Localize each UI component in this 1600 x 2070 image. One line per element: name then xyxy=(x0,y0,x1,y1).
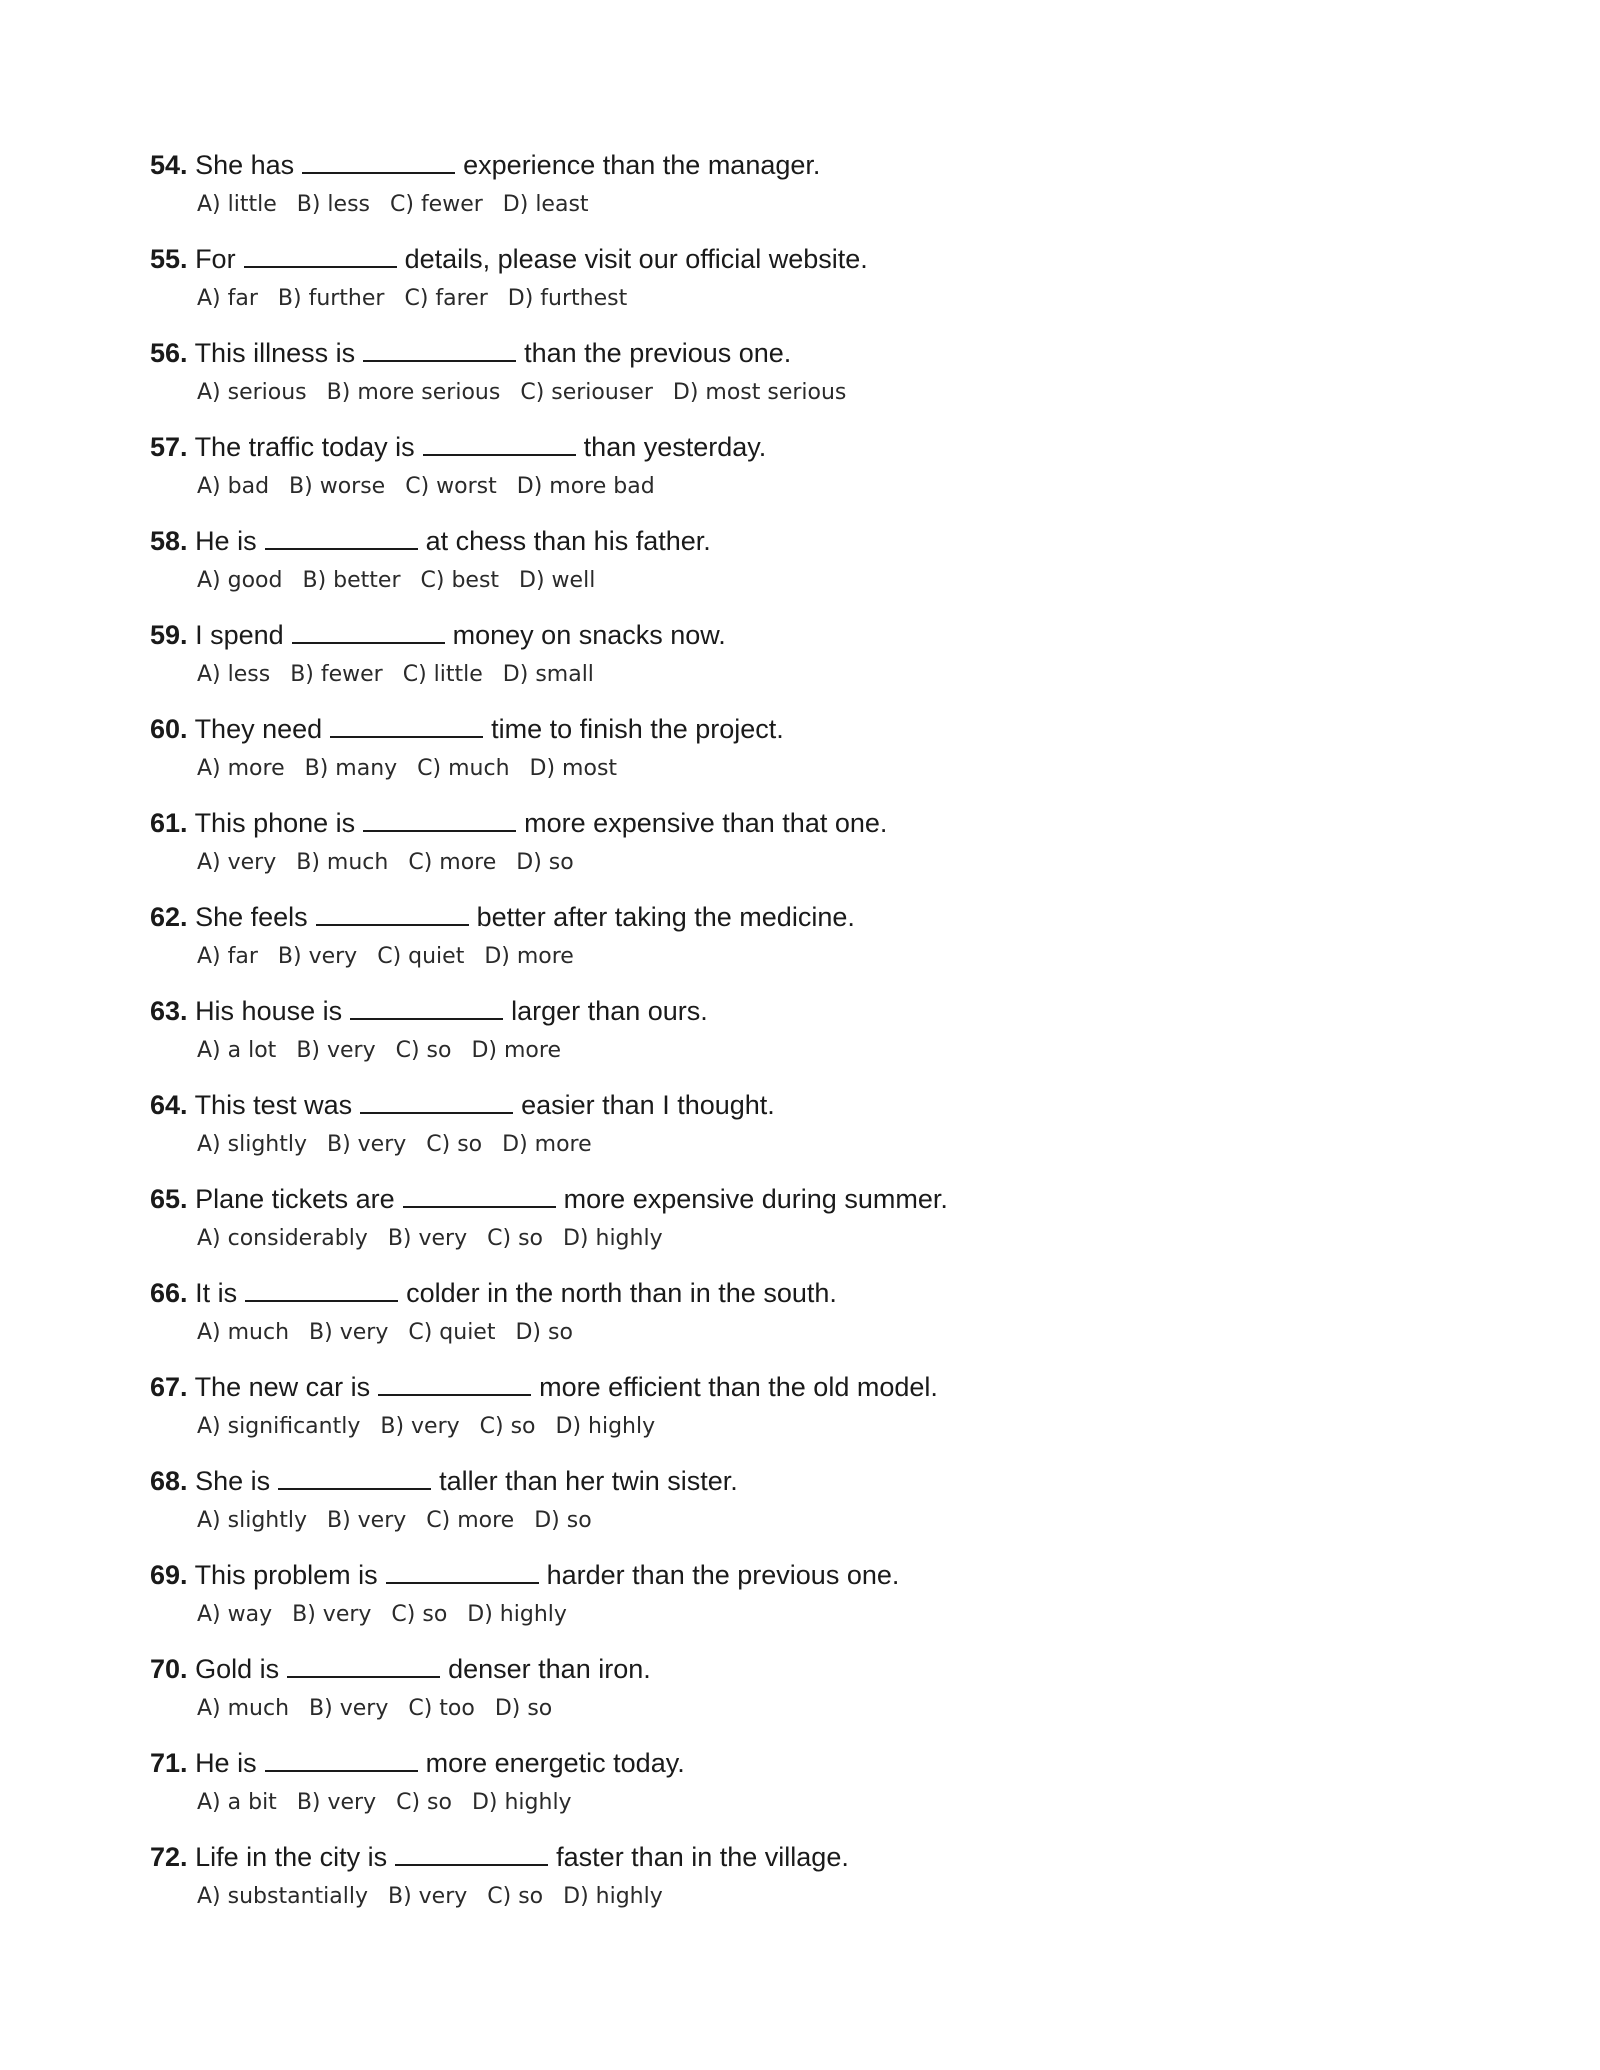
answer-option: C) seriouser xyxy=(520,380,653,405)
answer-option: A) a bit xyxy=(197,1790,277,1815)
question-item xyxy=(150,712,1450,806)
question-text-before: Plane tickets are xyxy=(195,1184,395,1214)
answer-option: B) worse xyxy=(289,474,386,499)
answer-option: C) so xyxy=(487,1884,544,1909)
answer-option: C) too xyxy=(408,1696,475,1721)
question-text-before: His house is xyxy=(195,996,343,1026)
answer-option: D) small xyxy=(502,662,594,687)
question-stem xyxy=(150,430,1450,464)
answer-option: D) highly xyxy=(467,1602,567,1627)
answer-option: A) serious xyxy=(197,380,307,405)
answer-option: A) considerably xyxy=(197,1226,368,1251)
question-text-after: more efficient than the old model. xyxy=(539,1372,938,1402)
question-stem xyxy=(150,1746,1450,1780)
answer-option: B) very xyxy=(309,1320,389,1345)
question-text-after: than yesterday. xyxy=(583,432,767,462)
answer-option: B) very xyxy=(296,1038,376,1063)
answer-blank xyxy=(278,1466,431,1490)
answer-option: A) slightly xyxy=(197,1508,307,1533)
question-item xyxy=(150,524,1450,618)
answer-option: D) more xyxy=(471,1038,561,1063)
answer-blank xyxy=(316,902,469,926)
question-item xyxy=(150,1840,1450,1934)
answer-option: D) so xyxy=(515,1320,573,1345)
answer-blank xyxy=(423,432,576,456)
question-number: 68. xyxy=(150,1466,188,1496)
answer-options xyxy=(150,942,1450,972)
question-stem xyxy=(150,1182,1450,1216)
answer-option: B) fewer xyxy=(290,662,383,687)
answer-option: D) so xyxy=(534,1508,592,1533)
answer-options xyxy=(150,1882,1450,1912)
answer-option: D) highly xyxy=(563,1884,663,1909)
answer-options xyxy=(150,1788,1450,1818)
answer-option: A) far xyxy=(197,286,258,311)
answer-option: A) bad xyxy=(197,474,270,499)
answer-options xyxy=(150,284,1450,314)
question-number: 60. xyxy=(150,714,188,744)
question-text-before: Gold is xyxy=(195,1654,280,1684)
answer-blank xyxy=(403,1184,556,1208)
answer-option: A) far xyxy=(197,944,258,969)
question-stem xyxy=(150,242,1450,276)
answer-options xyxy=(150,1600,1450,1630)
answer-options xyxy=(150,754,1450,784)
question-stem xyxy=(150,1370,1450,1404)
answer-option: D) well xyxy=(519,568,596,593)
answer-options xyxy=(150,1412,1450,1442)
question-item xyxy=(150,994,1450,1088)
answer-option: A) slightly xyxy=(197,1132,307,1157)
question-stem xyxy=(150,1088,1450,1122)
question-text-after: time to finish the project. xyxy=(491,714,784,744)
answer-option: C) little xyxy=(402,662,483,687)
answer-option: B) very xyxy=(277,944,358,969)
question-item xyxy=(150,430,1450,524)
question-text-before: This illness is xyxy=(194,338,356,368)
question-number: 61. xyxy=(150,808,188,838)
answer-option: B) many xyxy=(304,756,398,781)
question-text-after: larger than ours. xyxy=(511,996,708,1026)
question-text-after: easier than I thought. xyxy=(521,1090,775,1120)
answer-option: D) furthest xyxy=(507,286,628,311)
answer-options xyxy=(150,1694,1450,1724)
answer-blank xyxy=(350,996,503,1020)
answer-option: A) much xyxy=(197,1320,290,1345)
answer-blank xyxy=(378,1372,531,1396)
question-stem xyxy=(150,994,1450,1028)
question-item xyxy=(150,1652,1450,1746)
answer-option: C) quiet xyxy=(377,944,465,969)
answer-option: A) significantly xyxy=(197,1414,361,1439)
question-text-before: This test was xyxy=(194,1090,353,1120)
question-number: 65. xyxy=(150,1184,188,1214)
question-number: 59. xyxy=(150,620,188,650)
answer-options xyxy=(150,1036,1450,1066)
answer-option: D) highly xyxy=(555,1414,656,1439)
answer-option: D) least xyxy=(502,192,589,217)
answer-blank xyxy=(363,338,516,362)
question-text-after: better after taking the medicine. xyxy=(476,902,855,932)
answer-option: B) better xyxy=(302,568,401,593)
answer-option: C) so xyxy=(391,1602,448,1627)
answer-blank xyxy=(287,1654,440,1678)
question-stem xyxy=(150,336,1450,370)
answer-option: B) very xyxy=(380,1414,460,1439)
answer-options xyxy=(150,1506,1450,1536)
question-number: 58. xyxy=(150,526,188,556)
question-text-after: at chess than his father. xyxy=(425,526,711,556)
question-item xyxy=(150,1182,1450,1276)
answer-option: C) so xyxy=(479,1414,536,1439)
question-item xyxy=(150,1746,1450,1840)
question-item xyxy=(150,900,1450,994)
question-text-after: experience than the manager. xyxy=(463,150,821,180)
question-text-after: taller than her twin sister. xyxy=(439,1466,738,1496)
question-stem xyxy=(150,618,1450,652)
answer-option: B) much xyxy=(296,850,389,875)
question-item xyxy=(150,1088,1450,1182)
answer-option: D) more bad xyxy=(516,474,655,499)
question-text-before: She is xyxy=(195,1466,271,1496)
question-text-before: The traffic today is xyxy=(194,432,415,462)
question-number: 56. xyxy=(150,338,188,368)
answer-option: D) so xyxy=(516,850,574,875)
answer-blank xyxy=(245,1278,398,1302)
answer-options xyxy=(150,472,1450,502)
answer-blank xyxy=(330,714,483,738)
answer-option: B) less xyxy=(296,192,370,217)
question-number: 54. xyxy=(150,150,188,180)
question-text-before: This phone is xyxy=(194,808,356,838)
answer-blank xyxy=(292,620,445,644)
answer-option: C) worst xyxy=(405,474,497,499)
answer-options xyxy=(150,190,1450,220)
answer-options xyxy=(150,1130,1450,1160)
answer-blank xyxy=(265,526,418,550)
question-number: 72. xyxy=(150,1842,188,1872)
answer-options xyxy=(150,1224,1450,1254)
question-number: 64. xyxy=(150,1090,188,1120)
answer-blank xyxy=(265,1748,418,1772)
question-stem xyxy=(150,1652,1450,1686)
question-number: 57. xyxy=(150,432,188,462)
question-stem xyxy=(150,806,1450,840)
answer-option: C) more xyxy=(408,850,497,875)
answer-option: D) most xyxy=(529,756,618,781)
question-text-before: For xyxy=(195,244,236,274)
answer-option: C) so xyxy=(396,1790,452,1815)
answer-options xyxy=(150,566,1450,596)
answer-option: C) more xyxy=(426,1508,515,1533)
answer-option: C) farer xyxy=(404,286,488,311)
answer-option: A) very xyxy=(197,850,277,875)
answer-option: D) more xyxy=(502,1132,592,1157)
question-text-after: money on snacks now. xyxy=(452,620,726,650)
question-item xyxy=(150,806,1450,900)
answer-option: B) further xyxy=(277,286,385,311)
answer-option: B) very xyxy=(309,1696,389,1721)
question-stem xyxy=(150,148,1450,182)
question-item xyxy=(150,1276,1450,1370)
answer-option: A) a lot xyxy=(197,1038,277,1063)
answer-option: D) highly xyxy=(471,1790,572,1815)
answer-blank xyxy=(395,1842,548,1866)
question-text-before: He is xyxy=(195,1748,257,1778)
question-text-before: It is xyxy=(195,1278,238,1308)
question-text-after: faster than in the village. xyxy=(556,1842,849,1872)
answer-option: C) much xyxy=(417,756,510,781)
answer-option: C) best xyxy=(420,568,500,593)
question-item xyxy=(150,618,1450,712)
answer-option: C) so xyxy=(395,1038,452,1063)
answer-option: D) most serious xyxy=(672,380,847,405)
question-item xyxy=(150,1558,1450,1652)
answer-option: B) very xyxy=(387,1884,468,1909)
question-item xyxy=(150,1464,1450,1558)
answer-options xyxy=(150,378,1450,408)
answer-option: A) little xyxy=(197,192,277,217)
answer-blank xyxy=(302,150,455,174)
answer-blank xyxy=(244,244,397,268)
worksheet-page xyxy=(150,148,1450,1934)
answer-blank xyxy=(360,1090,513,1114)
answer-option: B) very xyxy=(326,1508,407,1533)
answer-option: D) more xyxy=(484,944,574,969)
answer-option: A) way xyxy=(197,1602,273,1627)
question-number: 55. xyxy=(150,244,188,274)
question-stem xyxy=(150,1840,1450,1874)
answer-option: C) so xyxy=(487,1226,543,1251)
question-text-before: She feels xyxy=(195,902,308,932)
question-text-after: denser than iron. xyxy=(448,1654,651,1684)
question-text-after: more expensive during summer. xyxy=(563,1184,948,1214)
question-item xyxy=(150,148,1450,242)
answer-options xyxy=(150,1318,1450,1348)
question-text-after: colder in the north than in the south. xyxy=(406,1278,837,1308)
answer-option: D) highly xyxy=(562,1226,663,1251)
question-text-after: more energetic today. xyxy=(425,1748,685,1778)
question-text-after: more expensive than that one. xyxy=(524,808,888,838)
question-number: 63. xyxy=(150,996,188,1026)
question-text-before: I spend xyxy=(195,620,284,650)
question-stem xyxy=(150,1276,1450,1310)
question-stem xyxy=(150,524,1450,558)
answer-option: B) very xyxy=(296,1790,377,1815)
answer-option: C) so xyxy=(426,1132,483,1157)
answer-blank xyxy=(386,1560,539,1584)
question-stem xyxy=(150,900,1450,934)
question-text-before: He is xyxy=(195,526,257,556)
answer-option: A) substantially xyxy=(197,1884,368,1909)
question-text-before: This problem is xyxy=(194,1560,378,1590)
answer-option: C) quiet xyxy=(408,1320,496,1345)
question-number: 67. xyxy=(150,1372,188,1402)
question-text-after: harder than the previous one. xyxy=(546,1560,900,1590)
question-stem xyxy=(150,1558,1450,1592)
question-number: 62. xyxy=(150,902,188,932)
answer-option: D) so xyxy=(494,1696,553,1721)
answer-option: A) much xyxy=(197,1696,290,1721)
question-number: 71. xyxy=(150,1748,188,1778)
answer-blank xyxy=(363,808,516,832)
answer-options xyxy=(150,848,1450,878)
question-number: 69. xyxy=(150,1560,188,1590)
answer-options xyxy=(150,660,1450,690)
answer-option: B) very xyxy=(387,1226,468,1251)
question-text-before: They need xyxy=(194,714,323,744)
question-number: 70. xyxy=(150,1654,188,1684)
question-stem xyxy=(150,1464,1450,1498)
answer-option: A) less xyxy=(197,662,271,687)
answer-option: B) very xyxy=(292,1602,372,1627)
question-text-after: details, please visit our official website. xyxy=(404,244,868,274)
answer-option: B) very xyxy=(326,1132,407,1157)
question-item xyxy=(150,336,1450,430)
question-text-before: She has xyxy=(195,150,295,180)
question-item xyxy=(150,242,1450,336)
answer-option: A) more xyxy=(197,756,285,781)
answer-option: C) fewer xyxy=(390,192,483,217)
answer-option: A) good xyxy=(197,568,283,593)
question-item xyxy=(150,1370,1450,1464)
question-text-after: than the previous one. xyxy=(524,338,792,368)
question-text-before: Life in the city is xyxy=(195,1842,388,1872)
answer-option: B) more serious xyxy=(326,380,501,405)
question-text-before: The new car is xyxy=(194,1372,371,1402)
question-number: 66. xyxy=(150,1278,188,1308)
question-stem xyxy=(150,712,1450,746)
